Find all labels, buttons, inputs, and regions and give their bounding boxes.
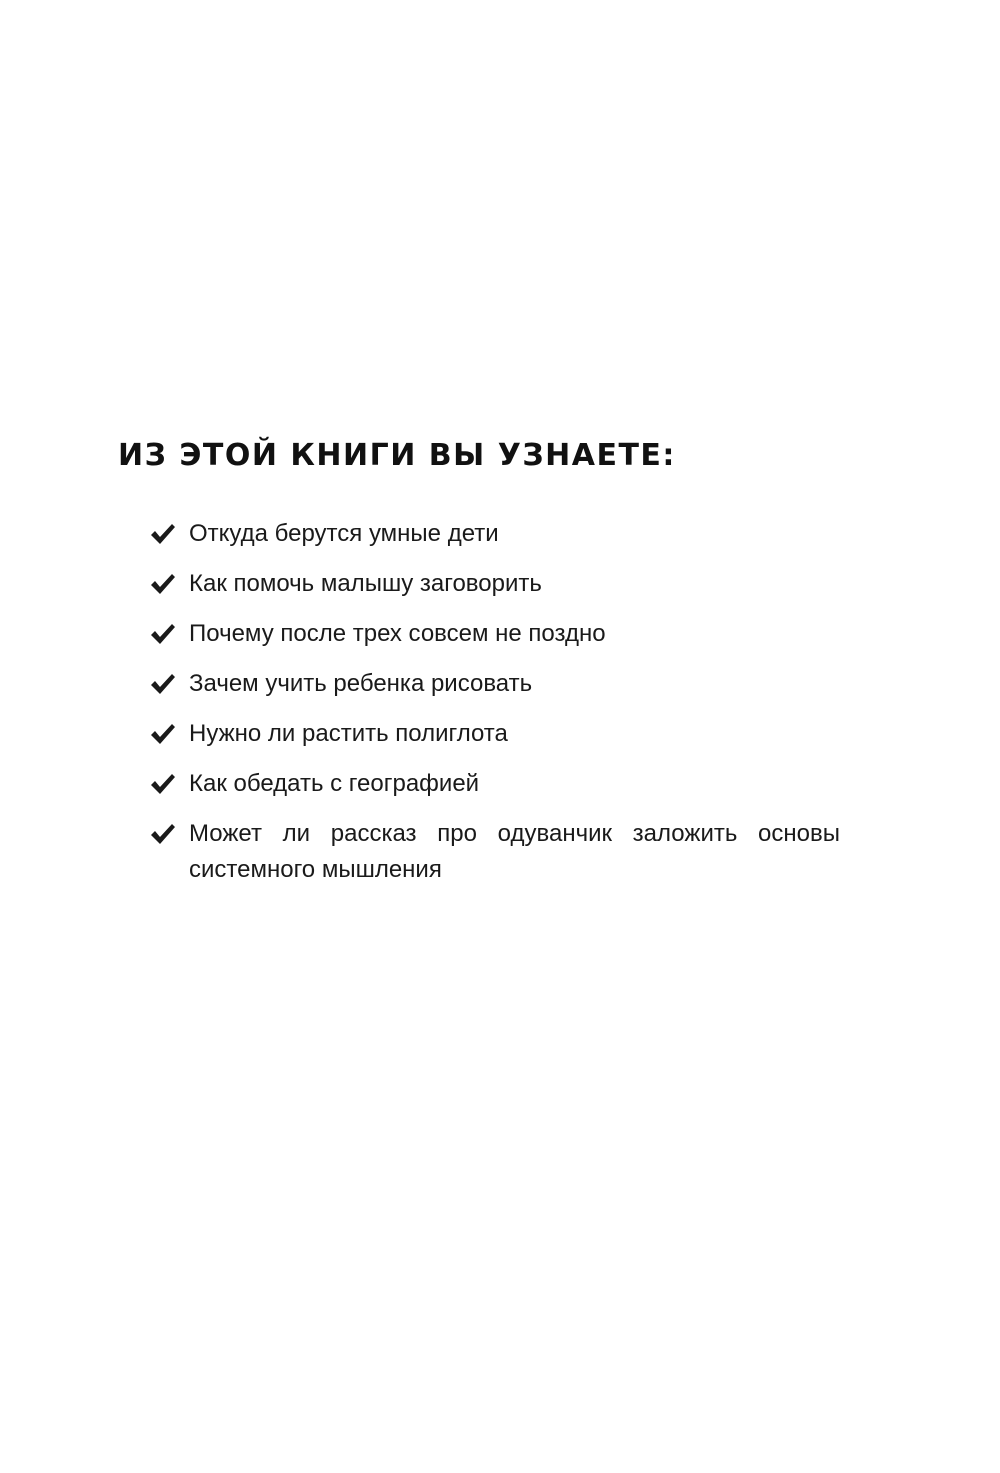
list-item bbox=[150, 716, 840, 752]
list-item-text: Нужно ли растить полиглота bbox=[189, 720, 508, 747]
checkmark-icon bbox=[150, 666, 178, 702]
list-item bbox=[150, 666, 840, 702]
checkmark-icon bbox=[150, 816, 178, 852]
checkmark-icon bbox=[150, 516, 178, 552]
list-item-text: Откуда берутся умные дети bbox=[189, 520, 499, 547]
list-item bbox=[150, 766, 840, 802]
list-item bbox=[150, 616, 840, 652]
list-item-text: Как обедать с географией bbox=[189, 770, 480, 797]
checkmark-icon bbox=[150, 716, 178, 752]
page-heading: ИЗ ЭТОЙ КНИГИ ВЫ УЗНАЕТЕ: bbox=[118, 438, 676, 473]
list-item-text: Как помочь малышу заговорить bbox=[189, 570, 542, 597]
list-item bbox=[150, 816, 840, 888]
checkmark-icon bbox=[150, 616, 178, 652]
list-item bbox=[150, 516, 840, 552]
list-item bbox=[150, 566, 840, 602]
checkmark-icon bbox=[150, 566, 178, 602]
list-item-text: Может ли рассказ про одуванчик заложить основы системного мышления bbox=[189, 820, 840, 883]
list-item-text: Почему после трех совсем не поздно bbox=[189, 620, 606, 647]
checkmark-icon bbox=[150, 766, 178, 802]
list-item-text: Зачем учить ребенка рисовать bbox=[189, 670, 533, 697]
learning-list bbox=[150, 516, 840, 902]
